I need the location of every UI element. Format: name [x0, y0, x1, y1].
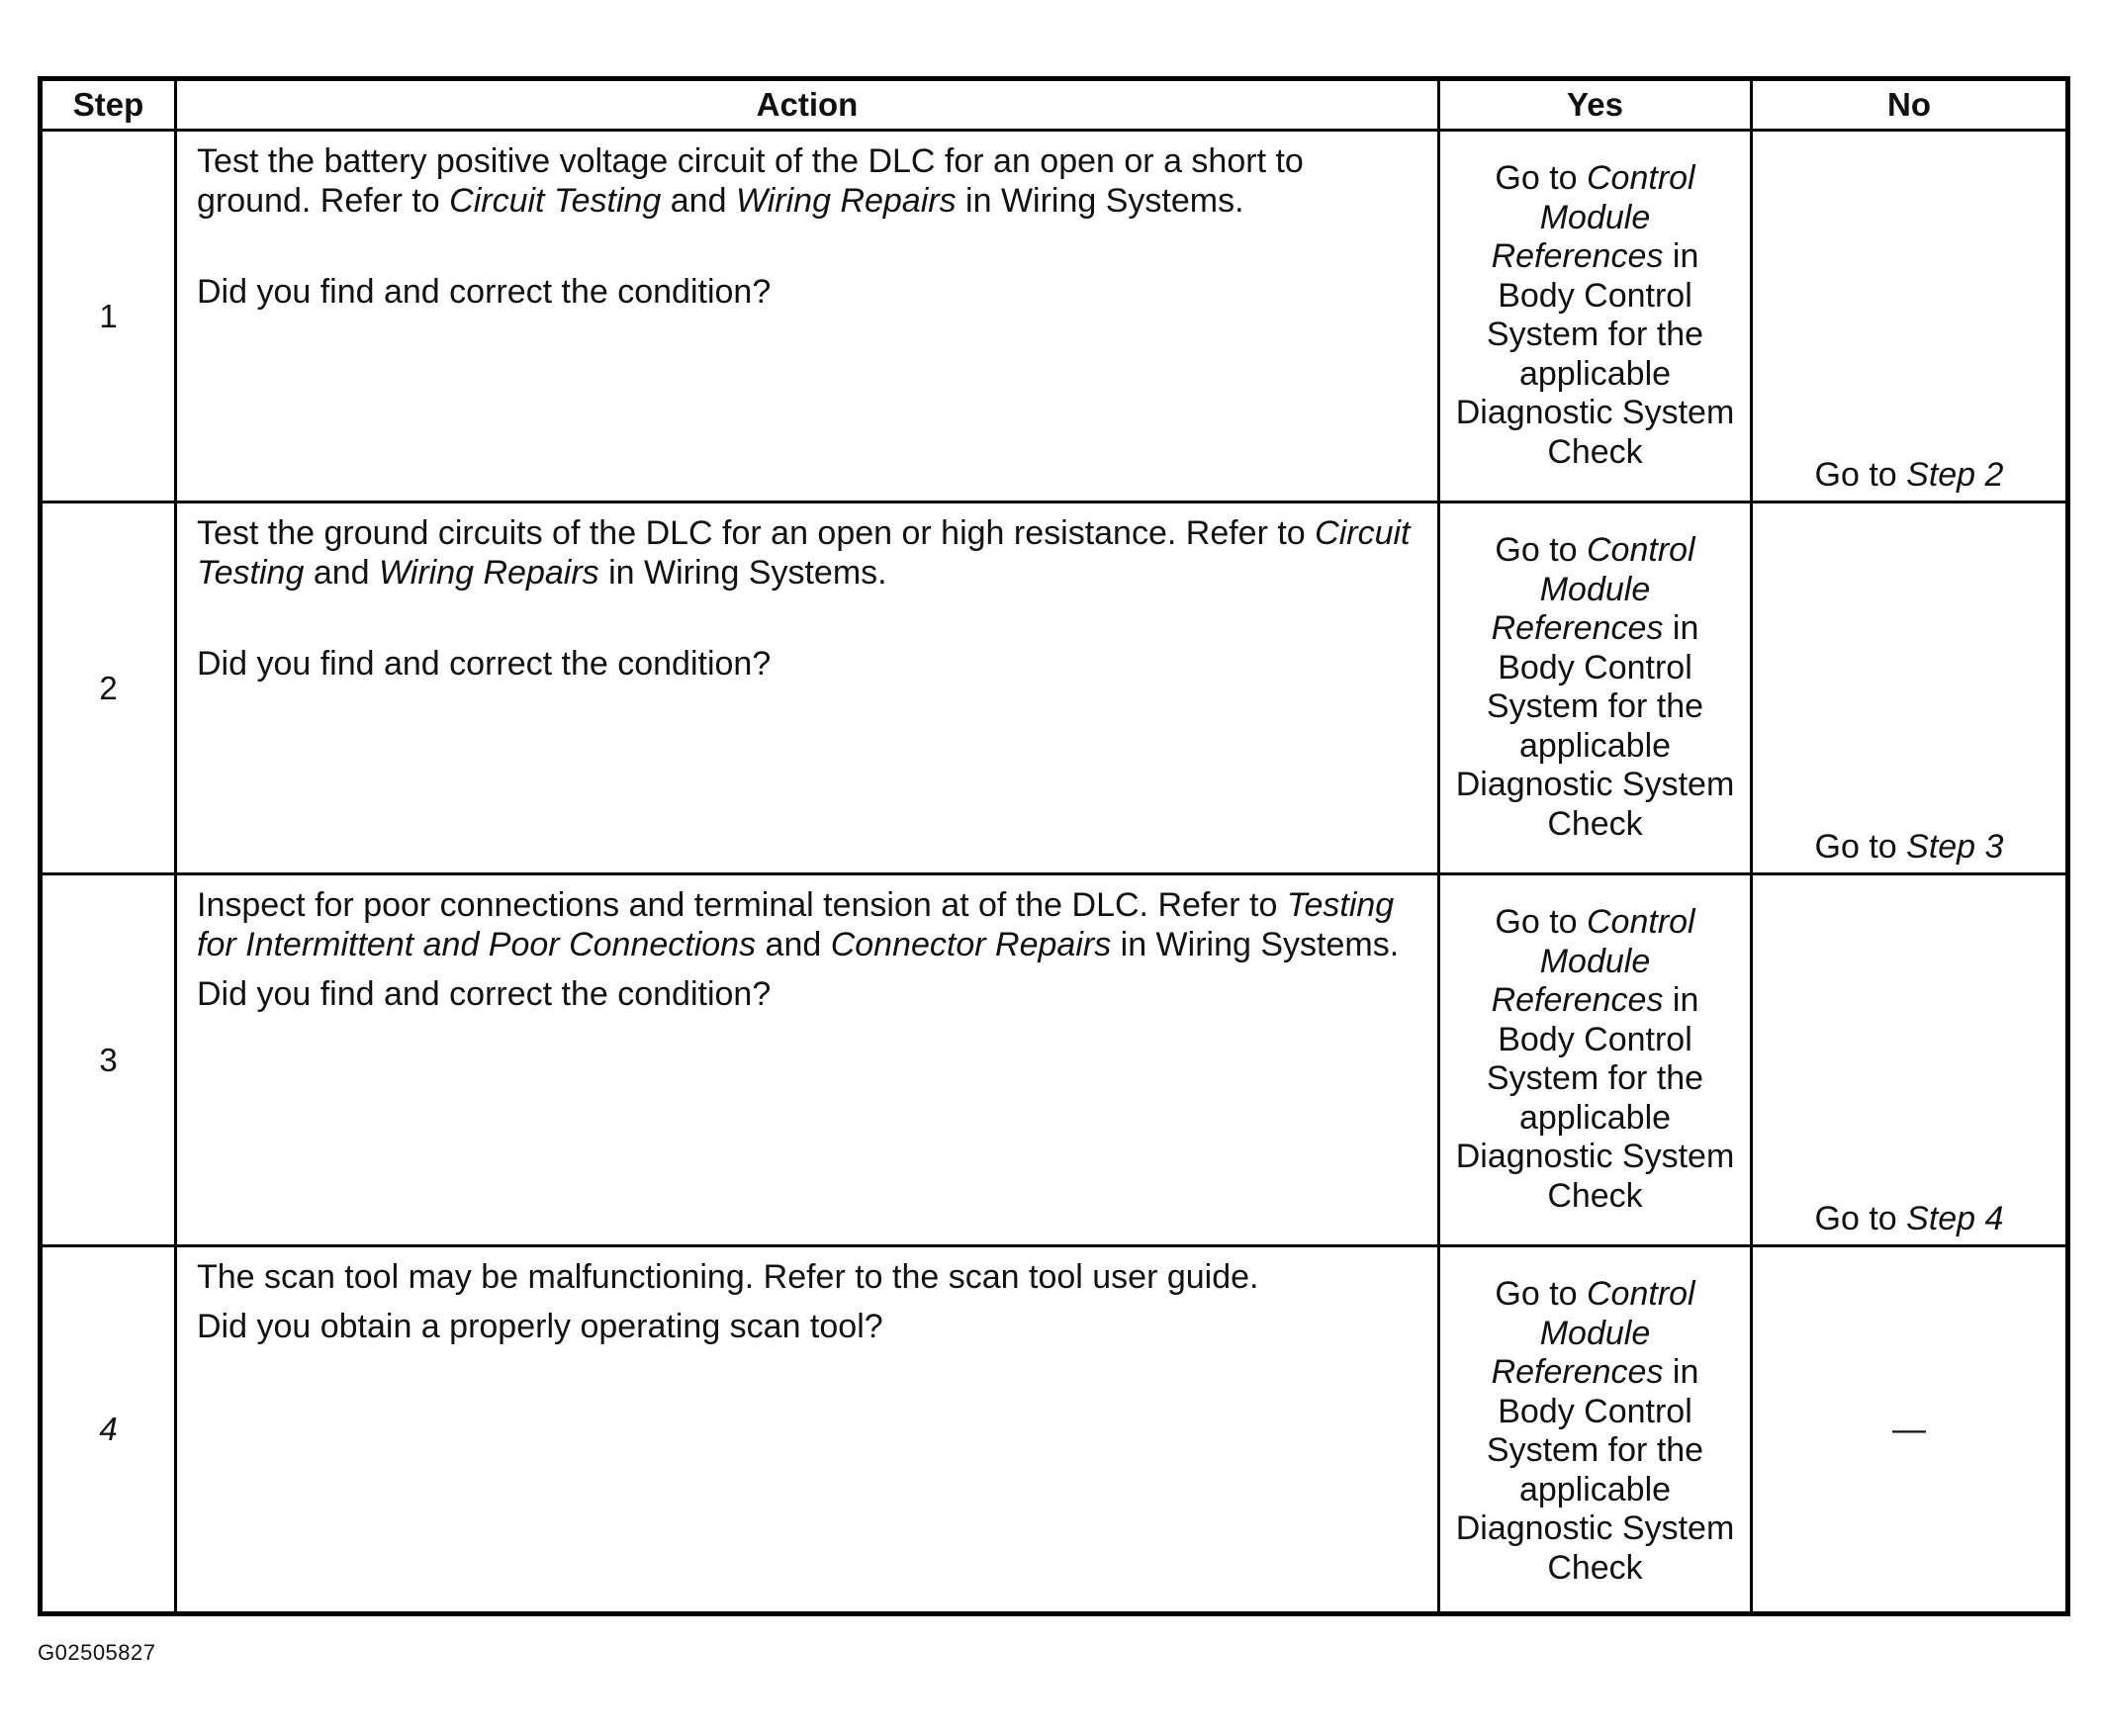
action-question: Did you obtain a properly operating scan tool?	[197, 1308, 883, 1345]
reference-link: Wiring Repairs	[735, 182, 957, 220]
figure-id: G02505827	[38, 1640, 156, 1665]
reference-link: Control Module References	[1491, 159, 1695, 275]
reference-link: Circuit Testing	[197, 514, 1411, 592]
action-instruction: The scan tool may be malfunctioning. Refer to the scan tool user guide.	[197, 1258, 1259, 1296]
action-instruction: Inspect for poor connections and terminal tension at of the DLC. Refer to Testing for Intermittent and Poor Connections and Connector Repairs in Wiring Systems.	[197, 886, 1400, 963]
yes-cell: Go to Control Module References in Body Control System for the applicable Diagnostic System Check	[1439, 503, 1752, 874]
step-link: Step 4	[1906, 1200, 2004, 1237]
yes-cell: Go to Control Module References in Body Control System for the applicable Diagnostic System Check	[1439, 874, 1752, 1246]
reference-link: Circuit Testing	[449, 182, 662, 220]
action-question: Did you find and correct the condition?	[197, 273, 772, 311]
step-number: 4	[41, 1246, 176, 1614]
header-action: Action	[176, 79, 1439, 131]
table-row	[41, 1246, 2068, 1614]
table-row	[41, 503, 2068, 874]
action-cell	[176, 131, 1439, 503]
action-cell	[176, 874, 1439, 1246]
reference-link: Testing for Intermittent and Poor Connections	[197, 886, 1395, 963]
header-row	[41, 79, 2068, 131]
reference-link: Control Module References	[1491, 1275, 1695, 1391]
reference-link: Control Module References	[1491, 531, 1695, 647]
table-row	[41, 131, 2068, 503]
step-number: 3	[41, 874, 176, 1246]
step-number: 1	[41, 131, 176, 503]
header-step: Step	[41, 79, 176, 131]
header-no: No	[1752, 79, 2068, 131]
yes-cell: Go to Control Module References in Body Control System for the applicable Diagnostic System Check	[1439, 131, 1752, 503]
reference-link: Wiring Repairs	[379, 554, 599, 592]
step-number: 2	[41, 503, 176, 874]
diagnostic-table	[38, 76, 2070, 1616]
reference-link: Connector Repairs	[830, 926, 1112, 963]
yes-cell: Go to Control Module References in Body Control System for the applicable Diagnostic System Check	[1439, 1246, 1752, 1614]
action-cell	[176, 503, 1439, 874]
no-cell: —	[1752, 1246, 2068, 1614]
action-question: Did you find and correct the condition?	[197, 645, 772, 683]
action-question: Did you find and correct the condition?	[197, 975, 772, 1013]
action-instruction: Test the battery positive voltage circuit of the DLC for an open or a short to ground. Refer to Circuit Testing and Wiring Repairs in Wiring Systems.	[197, 142, 1304, 220]
header-yes: Yes	[1439, 79, 1752, 131]
step-link: Step 3	[1906, 828, 2004, 866]
table-row	[41, 874, 2068, 1246]
step-link: Step 2	[1906, 456, 2004, 494]
no-cell: Go to Step 2	[1752, 131, 2068, 503]
reference-link: Control Module References	[1491, 903, 1695, 1019]
action-cell	[176, 1246, 1439, 1614]
no-cell: Go to Step 3	[1752, 503, 2068, 874]
no-cell: Go to Step 4	[1752, 874, 2068, 1246]
action-instruction: Test the ground circuits of the DLC for an open or high resistance. Refer to Circuit Testing and Wiring Repairs in Wiring Systems.	[197, 514, 1411, 592]
